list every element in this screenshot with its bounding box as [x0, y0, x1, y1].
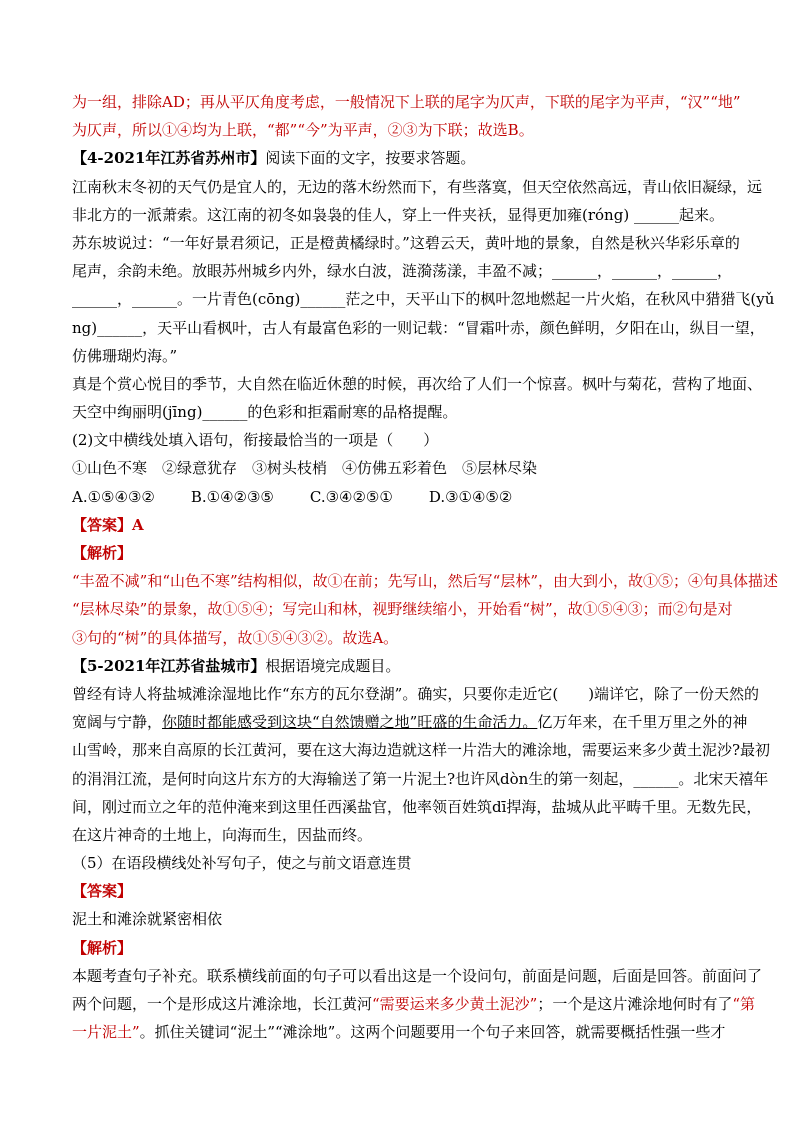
q4-prev-analysis-line: 为仄声，所以①④均为上联，“都”“今”为平声，②③为下联；故选B。 [72, 121, 534, 140]
analysis-line: ③句的“树”的具体描写，故①⑤④③②。故选A。 [72, 628, 399, 647]
choice-d: D.③①④⑤② [428, 487, 513, 506]
choice-c: C.③④②⑤① [309, 487, 393, 506]
question-prompt: （5）在语段横线处补写句子，使之与前文语意连贯 [72, 854, 412, 873]
answer-value: A [132, 515, 144, 534]
passage-line: 在这片神奇的土地上，向海而生，因盐而终。 [72, 825, 373, 844]
passage-line: 曾经有诗人将盐城滩涂湿地比作“东方的瓦尔登湖”。确实，只要你走近它( )端详它，除了一份天然的 [72, 684, 760, 703]
analysis-text: 两个问题，一个是形成这片滩涂地，长江黄河 [72, 995, 373, 1013]
question-instruction: 根据语境完成题目。 [265, 656, 401, 675]
question-tag: 【5-2021年江苏省盐城市】 [72, 656, 266, 675]
passage-line: 苏东坡说过：“一年好景君须记，正是橙黄橘绿时。”这碧云天，黄叶地的景象，自然是秋兴华彩乐章的 [72, 233, 740, 252]
analysis-line: 本题考查句子补充。联系横线前面的句子可以看出这是一个设问句，前面是问题，后面是回答。前面问了 [72, 966, 763, 985]
passage-line: 真是个赏心悦目的季节，大自然在临近休憩的时候，再次给了人们一个惊喜。枫叶与菊花，营构了地面、 [72, 374, 763, 393]
choice-a: A.①⑤④③② [72, 487, 155, 506]
answer-line [72, 511, 722, 539]
question-tag: 【4-2021年江苏省苏州市】 [72, 149, 266, 168]
passage-line: 非北方的一派萧索。这江南的初冬如袅袅的佳人，穿上一件夹袄，显得更加雍(róng) ______起来。 [72, 205, 724, 224]
analysis-highlight: 一片泥土” [72, 1023, 140, 1042]
passage-line: 尾声，余韵未绝。放眼苏州城乡内外，绿水白波，涟漪荡漾，丰盈不减；______，______，______， [72, 262, 733, 281]
analysis-highlight: “需要运来多少黄土泥沙” [372, 995, 538, 1013]
passage-text: 亿万年来，在千里万里之外的神 [537, 713, 748, 732]
passage-line: 间，刚过而立之年的范仲淹来到这里任西溪盐官，他率领百姓筑dī捍海，盐城从此平畴千里。无数先民， [72, 797, 762, 816]
underlined-sentence: 你随时都能感受到这块“自然馈赠之地”旺盛的生命活力。 [162, 713, 538, 732]
analysis-line [72, 1018, 726, 1046]
analysis-label: 【解析】 [72, 938, 133, 957]
passage-line: ______，______。一片青色(cōng)______茫之中，天平山下的枫叶忽地燃起一片火焰，在秋风中猎猎飞(yǔ [72, 290, 775, 309]
analysis-highlight: “第 [732, 995, 756, 1013]
passage-line: ng)______，天平山看枫叶，古人有最富色彩的一则记载：“冒霜叶赤，颜色鲜明，夕阳在山，纵目一望， [72, 318, 765, 337]
choice-b: B.①④②③⑤ [190, 487, 274, 506]
choices-line [72, 483, 722, 511]
question-prompt: (2)文中横线处填入语句，衔接最恰当的一项是（ ） [72, 431, 439, 450]
analysis-line: “丰盈不减”和“山色不寒”结构相似，故①在前；先写山，然后写“层林”，由大到小，故①⑤；④句具体描述 [72, 572, 779, 591]
answer-label: 【答案】 [72, 882, 133, 901]
analysis-text: ；一个是这片滩涂地何时有了 [537, 995, 733, 1013]
passage-line: 山雪岭，那来自高原的长江黄河，要在这大海边造就这样一片浩大的滩涂地，需要运来多少黄土泥沙?最初 [72, 741, 771, 760]
q4-prev-analysis-line: 为一组，排除AD；再从平仄角度考虑，一般情况下上联的尾字为仄声，下联的尾字为平声，“汉”“地” [72, 93, 741, 111]
analysis-label: 【解析】 [72, 544, 133, 562]
analysis-text: 。抓住关键词“泥土”“滩涂地”。这两个问题要用一个句子来回答，就需要概括性强一些才 [139, 1023, 726, 1042]
passage-text: 宽阔与宁静， [72, 713, 163, 732]
question-4-header [72, 144, 722, 172]
question-5-header [72, 652, 722, 680]
question-instruction: 阅读下面的文字，按要求答题。 [265, 149, 476, 168]
document-page [72, 88, 779, 1046]
options-line: ①山色不寒 ②绿意犹存 ③树头枝梢 ④仿佛五彩着色 ⑤层林尽染 [72, 459, 538, 478]
passage-line: 天空中绚丽明(jīng)______的色彩和拒霜耐寒的品格提醒。 [72, 403, 458, 422]
passage-line: 仿佛珊瑚灼海。” [72, 346, 178, 365]
answer-label: 【答案】 [72, 515, 133, 534]
passage-line: 的涓涓江流，是何时向这片东方的大海输送了第一片泥土?也许风dòn生的第一刻起，______。北宋天禧年 [72, 769, 769, 788]
analysis-line [72, 990, 756, 1018]
answer-value: 泥土和滩涂就紧密相依 [72, 910, 223, 929]
passage-line [72, 708, 748, 736]
passage-line: 江南秋末冬初的天气仍是宜人的，无边的落木纷然而下，有些落寞，但天空依然高远，青山依旧凝绿，远 [72, 177, 763, 196]
analysis-line: “层林尽染”的景象，故①⑤④；写完山和林，视野继续缩小，开始看“树”，故①⑤④③；而②句是对 [72, 600, 733, 619]
